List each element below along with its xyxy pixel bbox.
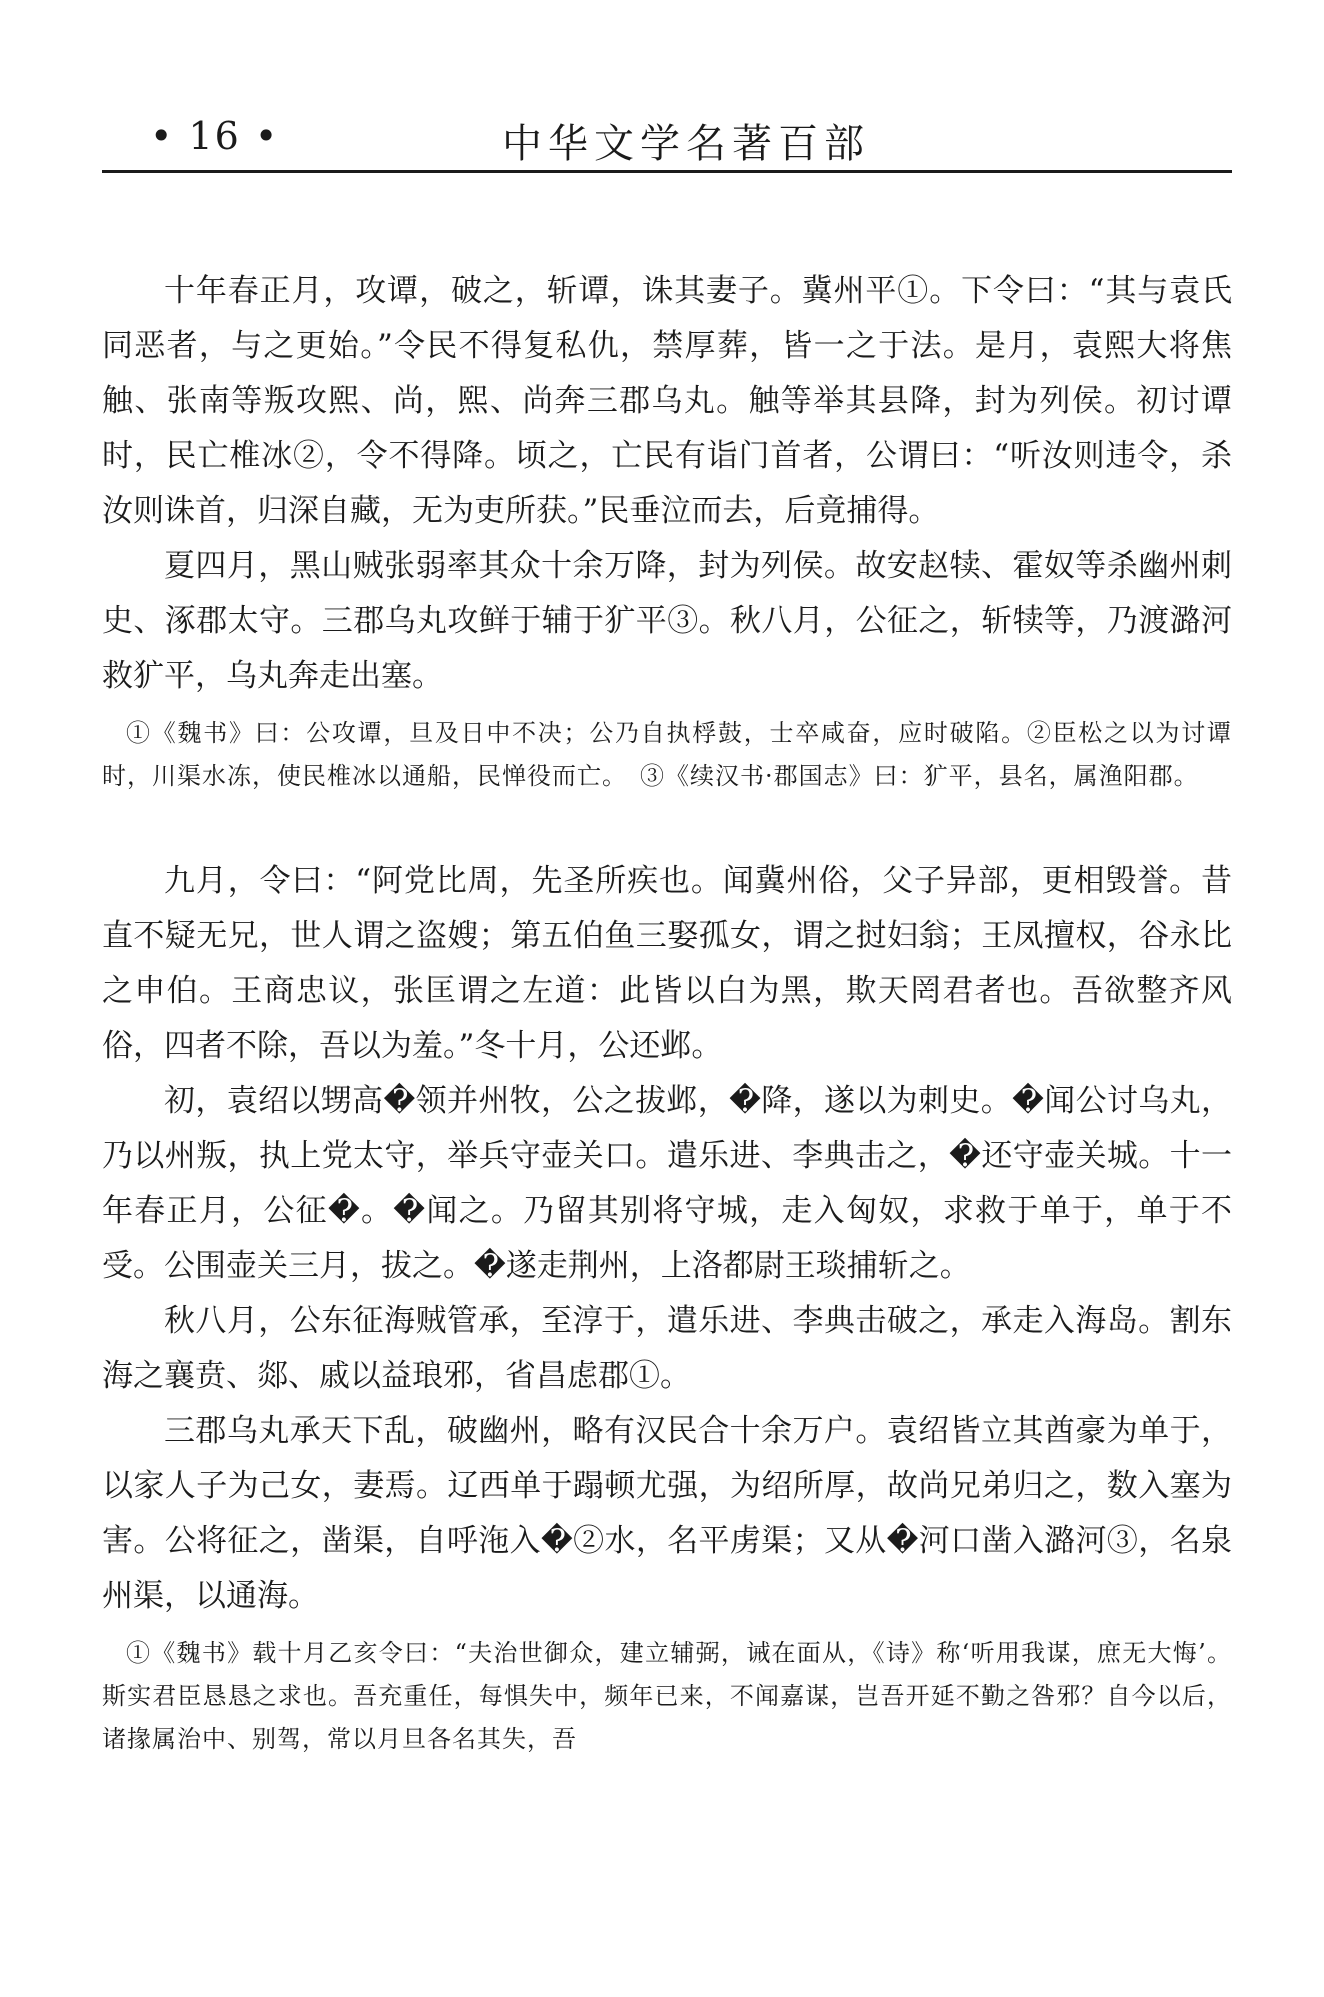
paragraph-4: 初，袁绍以甥高�领并州牧，公之拔邺，�降，遂以为刺史。�闻公讨乌丸，乃以州叛，执上党太守，举兵守壶关口。遣乐进、李典击之，�还守壶关城。十一年春正月，公征�。�闻之。乃留其别将守城，走入匈奴，求救于单于，单于不受。公围壶关三月，拔之。�遂走荆州，上洛都尉王琰捕斩之。 (102, 1083, 1232, 1284)
main-text (102, 264, 1232, 1761)
paragraph-6: 三郡乌丸承天下乱，破幽州，略有汉民合十余万户。袁绍皆立其酋豪为单于，以家人子为己女，妻焉。辽西单于蹋顿尤强，为绍所厚，故尚兄弟归之，数入塞为害。公将征之，凿渠，自呼沲入�②水，名平虏渠；又从�河口凿入潞河③，名泉州渠，以通海。 (102, 1413, 1232, 1614)
paragraph-5: 秋八月，公东征海贼管承，至淳于，遣乐进、李典击破之，承走入海岛。割东海之襄贲、郯、戚以益琅邪，省昌虑郡①。 (102, 1303, 1232, 1394)
paragraph-3: 九月，令曰：“阿党比周，先圣所疾也。闻冀州俗，父子异部，更相毁誉。昔直不疑无兄，世人谓之盗嫂；第五伯鱼三娶孤女，谓之挝妇翁；王凤擅权，谷永比之申伯。王商忠议，张匡谓之左道：此皆以白为黑，欺天罔君者也。吾欲整齐风俗，四者不除，吾以为羞。”冬十月，公还邺。 (102, 863, 1232, 1064)
footnote-block-1: ①《魏书》曰：公攻谭，旦及日中不决；公乃自执桴鼓，士卒咸奋，应时破陷。②臣松之以为讨谭时，川渠水冻，使民椎冰以通船，民惮役而亡。 ③《续汉书·郡国志》曰：犷平，县名，属渔阳郡。 (102, 719, 1232, 790)
page-header (102, 108, 1232, 168)
paragraph-2: 夏四月，黑山贼张弱率其众十余万降，封为列侯。故安赵犊、霍奴等杀幽州刺史、涿郡太守。三郡乌丸攻鲜于辅于犷平③。秋八月，公征之，斩犊等，乃渡潞河救犷平，乌丸奔走出塞。 (102, 548, 1232, 694)
page-number: • 16 • (150, 114, 280, 158)
header-rule (102, 170, 1232, 173)
section-gap (102, 798, 1232, 854)
book-title: 中华文学名著百部 (502, 121, 870, 167)
footnote-block-2: ①《魏书》载十月乙亥令曰：“夫治世御众，建立辅弼，诫在面从，《诗》称‘听用我谋，庶无大悔’。斯实君臣恳恳之求也。吾充重任，每惧失中，频年已来，不闻嘉谋，岂吾开延不勤之咎邪？自今以后，诸掾属治中、别驾，常以月旦各名其失，吾 (102, 1639, 1232, 1753)
paragraph-1: 十年春正月，攻谭，破之，斩谭，诛其妻子。冀州平①。下令曰：“其与袁氏同恶者，与之更始。”令民不得复私仇，禁厚葬，皆一之于法。是月，袁熙大将焦触、张南等叛攻熙、尚，熙、尚奔三郡乌丸。触等举其县降，封为列侯。初讨谭时，民亡椎冰②，令不得降。顷之，亡民有诣门首者，公谓曰：“听汝则违令，杀汝则诛首，归深自藏，无为吏所获。”民垂泣而去，后竟捕得。 (102, 273, 1232, 529)
